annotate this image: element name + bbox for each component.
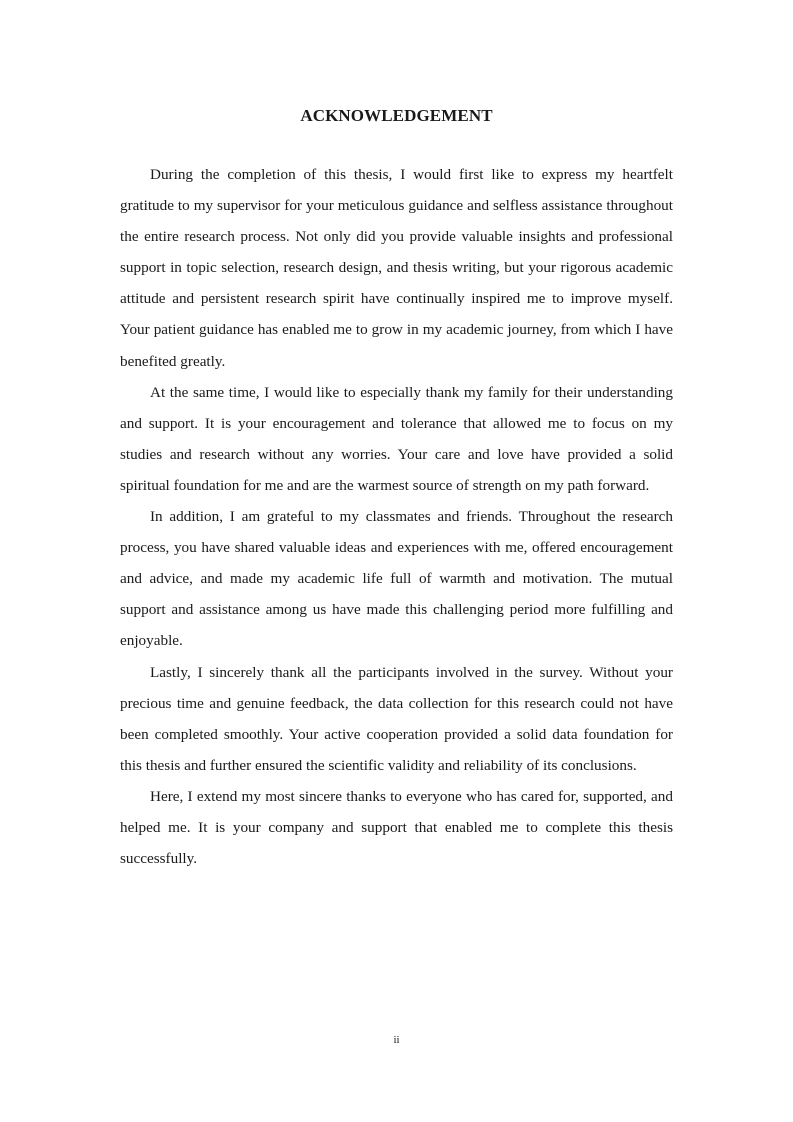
- paragraph-classmates: In addition, I am grateful to my classmates and friends. Throughout the research process, you have shared valuable ideas and experiences with me, offered encouragement and advice, and made my academic life full of warmth and motivation. The mutual support and assistance among us have made this challenging period more fulfilling and enjoyable.: [120, 508, 673, 650]
- paragraph-supervisor: During the completion of this thesis, I would first like to express my heartfelt gratitude to my supervisor for your meticulous guidance and selfless assistance throughout the entire research process. Not only did you provide valuable insights and professional support in topic selection, research design, and thesis writing, but your rigorous academic attitude and persistent research spirit have continually inspired me to improve myself. Your patient guidance has enabled me to grow in my academic journey, from which I have benefited greatly.: [120, 166, 673, 370]
- paragraph-participants: Lastly, I sincerely thank all the participants involved in the survey. Without your precious time and genuine feedback, the data collection for this research could not have been completed smoothly. Your active cooperation provided a solid data foundation for this thesis and further ensured the scientific validity and reliability of its conclusions.: [120, 663, 673, 774]
- paragraph-family: At the same time, I would like to especially thank my family for their understanding and support. It is your encouragement and tolerance that allowed me to focus on my studies and research without any worries. Your care and love have provided a solid spiritual foundation for me and are the warmest source of strength on my path forward.: [120, 383, 673, 494]
- page-title: ACKNOWLEDGEMENT: [300, 106, 493, 125]
- page-number: ii: [393, 1034, 400, 1046]
- acknowledgement-body: [120, 159, 673, 874]
- paragraph-closing: Here, I extend my most sincere thanks to everyone who has cared for, supported, and helped me. It is your company and support that enabled me to complete this thesis successfully.: [120, 787, 673, 868]
